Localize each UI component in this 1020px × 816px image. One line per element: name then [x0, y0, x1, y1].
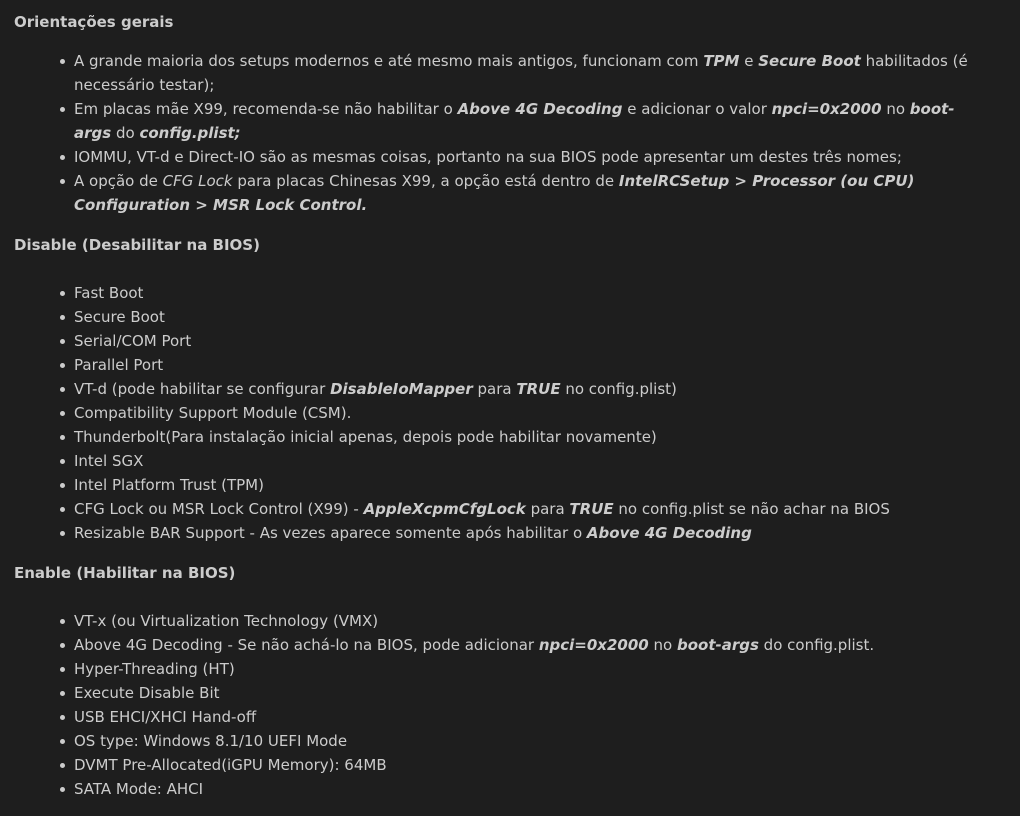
section-heading-enable: Enable (Habilitar na BIOS) — [14, 564, 236, 582]
list-item: USB EHCI/XHCI Hand-off — [74, 705, 1006, 729]
list-item: Serial/COM Port — [74, 329, 1006, 353]
list-orientacoes — [14, 49, 1006, 217]
list-item: Compatibility Support Module (CSM). — [74, 401, 1006, 425]
list-item: VT-d (pode habilitar se configurar DisableIoMapper para TRUE no config.plist) — [74, 377, 1006, 401]
section-heading-orientacoes: Orientações gerais — [14, 13, 174, 31]
list-item: Fast Boot — [74, 281, 1006, 305]
list-item: A opção de CFG Lock para placas Chinesas X99, a opção está dentro de IntelRCSetup > Processor (ou CPU) Configuration > MSR Lock Control. — [74, 169, 1006, 217]
list-item: DVMT Pre-Allocated(iGPU Memory): 64MB — [74, 753, 1006, 777]
section-heading-disable: Disable (Desabilitar na BIOS) — [14, 236, 260, 254]
list-item: Above 4G Decoding - Se não achá-lo na BIOS, pode adicionar npci=0x2000 no boot-args do config.plist. — [74, 633, 1006, 657]
list-item: Em placas mãe X99, recomenda-se não habilitar o Above 4G Decoding e adicionar o valor npci=0x2000 no boot-args do config.plist; — [74, 97, 1006, 145]
list-item: Parallel Port — [74, 353, 1006, 377]
list-item: Intel Platform Trust (TPM) — [74, 473, 1006, 497]
list-item: OS type: Windows 8.1/10 UEFI Mode — [74, 729, 1006, 753]
list-item: Secure Boot — [74, 305, 1006, 329]
list-enable — [14, 609, 1006, 801]
list-item: Intel SGX — [74, 449, 1006, 473]
list-item: VT-x (ou Virtualization Technology (VMX) — [74, 609, 1006, 633]
list-item: SATA Mode: AHCI — [74, 777, 1006, 801]
list-item: Hyper-Threading (HT) — [74, 657, 1006, 681]
list-item: Resizable BAR Support - As vezes aparece somente após habilitar o Above 4G Decoding — [74, 521, 1006, 545]
list-item: Execute Disable Bit — [74, 681, 1006, 705]
list-item: CFG Lock ou MSR Lock Control (X99) - AppleXcpmCfgLock para TRUE no config.plist se não achar na BIOS — [74, 497, 1006, 521]
list-disable — [14, 281, 1006, 545]
list-item: IOMMU, VT-d e Direct-IO são as mesmas coisas, portanto na sua BIOS pode apresentar um destes três nomes; — [74, 145, 1006, 169]
list-item: Thunderbolt(Para instalação inicial apenas, depois pode habilitar novamente) — [74, 425, 1006, 449]
list-item: A grande maioria dos setups modernos e até mesmo mais antigos, funcionam com TPM e Secure Boot habilitados (é necessário testar); — [74, 49, 1006, 97]
